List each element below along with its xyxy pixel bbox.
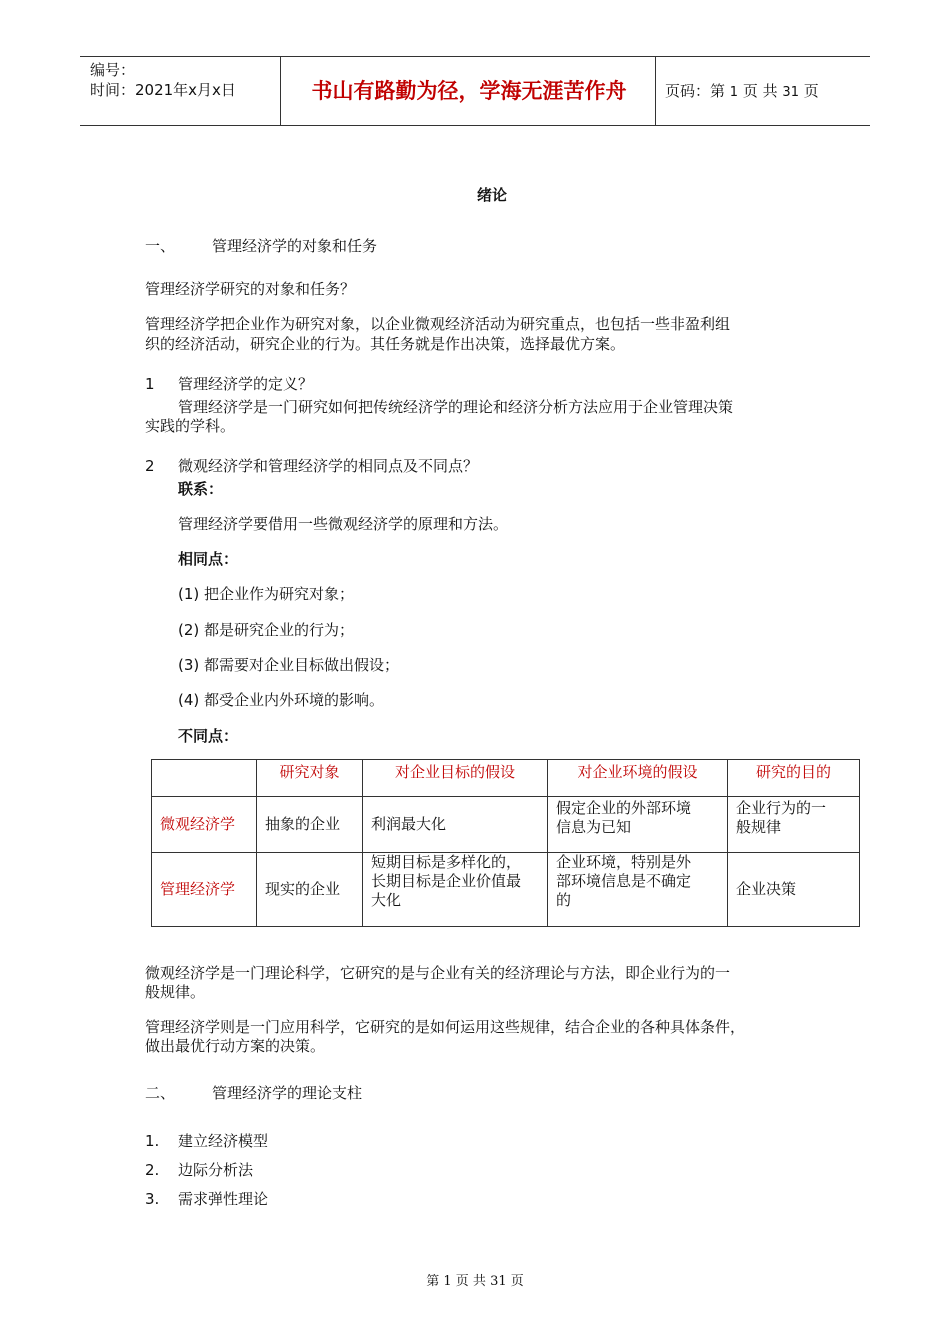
table-row xyxy=(152,797,860,853)
table-header-cell: 研究对象 xyxy=(257,760,363,797)
header-page-mid: 页 共 xyxy=(742,82,778,100)
header-meta xyxy=(90,60,236,100)
q1-number: 1 xyxy=(145,375,155,393)
q1-answer-line1: 管理经济学是一门研究如何把传统经济学的理论和经济分析方法应用于企业管理决策 xyxy=(178,398,734,416)
row-env-line: 部环境信息是不确定 xyxy=(556,872,692,890)
row-env-line: 假定企业的外部环境 xyxy=(556,799,692,817)
para-mgmt-line2: 做出最优行动方案的决策。 xyxy=(145,1037,326,1055)
section2-number: 二、 xyxy=(145,1084,176,1102)
link-text: 管理经济学要借用一些微观经济学的原理和方法。 xyxy=(178,515,509,533)
table-header-row xyxy=(152,760,860,797)
q2-number: 2 xyxy=(145,457,155,475)
row-purpose: 企业决策 xyxy=(728,853,860,927)
same-item-text: 把企业作为研究对象； xyxy=(204,585,355,603)
header-number: 编号： xyxy=(90,61,136,79)
section2-heading: 管理经济学的理论支柱 xyxy=(212,1084,363,1102)
same-item-text: 都是研究企业的行为； xyxy=(204,621,355,639)
footer-total: 31 xyxy=(490,1274,507,1289)
page-footer xyxy=(0,1270,950,1289)
section1-answer-line1: 管理经济学把企业作为研究对象，以企业微观经济活动为研究重点，也包括一些非盈利组 xyxy=(145,315,731,333)
row-env xyxy=(548,797,728,853)
same-item xyxy=(178,655,399,675)
header-page xyxy=(665,57,819,125)
para-micro-line2: 般规律。 xyxy=(145,983,206,1001)
header-page-total: 31 xyxy=(782,85,799,100)
same-item-number: (1) xyxy=(178,585,200,603)
row-env-line: 的 xyxy=(556,891,572,909)
pillar-item-number: 3. xyxy=(145,1190,160,1208)
comparison-table xyxy=(151,759,860,927)
table-header-cell: 对企业目标的假设 xyxy=(363,760,548,797)
footer-current: 1 xyxy=(443,1274,452,1289)
q1-answer-line2: 实践的学科。 xyxy=(145,417,236,435)
row-object: 抽象的企业 xyxy=(257,797,363,853)
same-item xyxy=(178,620,354,640)
row-env-line: 企业环境，特别是外 xyxy=(556,853,692,871)
same-item xyxy=(178,690,384,710)
para-mgmt-line1: 管理经济学则是一门应用科学，它研究的是如何运用这些规律，结合企业的各种具体条件， xyxy=(145,1018,746,1036)
same-item-text: 都需要对企业目标做出假设； xyxy=(204,656,400,674)
row-purpose-line: 企业行为的一 xyxy=(736,799,827,817)
same-item-number: (3) xyxy=(178,656,200,674)
header-page-prefix: 页码：第 xyxy=(665,82,726,100)
row-purpose-line: 般规律 xyxy=(736,818,782,836)
header-motto: 书山有路勤为径，学海无涯苦作舟 xyxy=(311,78,627,103)
q1-text: 管理经济学的定义？ xyxy=(178,375,314,393)
pillar-item-text: 边际分析法 xyxy=(178,1161,254,1179)
row-goal-line: 长期目标是企业价值最 xyxy=(371,872,522,890)
section1-heading: 管理经济学的对象和任务 xyxy=(212,237,378,255)
row-goal xyxy=(363,853,548,927)
section1-answer-line2: 织的经济活动，研究企业的行为。其任务就是作出决策，选择最优方案。 xyxy=(145,335,626,353)
page-header xyxy=(80,56,870,126)
same-item-number: (2) xyxy=(178,621,200,639)
section1-question: 管理经济学研究的对象和任务？ xyxy=(145,280,356,298)
row-purpose xyxy=(728,797,860,853)
footer-suffix: 页 xyxy=(510,1274,524,1289)
pillar-item-text: 需求弹性理论 xyxy=(178,1190,269,1208)
row-env xyxy=(548,853,728,927)
header-page-current: 1 xyxy=(729,85,739,100)
table-row xyxy=(152,853,860,927)
row-goal-line: 短期目标是多样化的， xyxy=(371,853,522,871)
header-page-suffix: 页 xyxy=(803,82,819,100)
diff-label: 不同点： xyxy=(178,727,239,745)
para-micro-line1: 微观经济学是一门理论科学，它研究的是与企业有关的经济理论与方法，即企业行为的一 xyxy=(145,964,731,982)
row-name: 管理经济学 xyxy=(152,853,257,927)
table-header-cell xyxy=(152,760,257,797)
same-item-number: (4) xyxy=(178,691,200,709)
link-label: 联系： xyxy=(178,480,224,498)
table-header-cell: 对企业环境的假设 xyxy=(548,760,728,797)
pillar-item-number: 2. xyxy=(145,1161,160,1179)
section1-number: 一、 xyxy=(145,237,176,255)
page-title: 绪论 xyxy=(476,186,507,204)
row-name: 微观经济学 xyxy=(152,797,257,853)
pillar-item-text: 建立经济模型 xyxy=(178,1132,269,1150)
header-time: 时间：2021年x月x日 xyxy=(90,81,236,99)
pillar-item-number: 1. xyxy=(145,1132,160,1150)
footer-prefix: 第 xyxy=(426,1274,440,1289)
header-divider xyxy=(280,57,281,125)
row-goal-line: 大化 xyxy=(371,891,402,909)
same-label: 相同点： xyxy=(178,550,239,568)
q2-text: 微观经济学和管理经济学的相同点及不同点？ xyxy=(178,457,479,475)
same-item xyxy=(178,584,354,604)
row-goal: 利润最大化 xyxy=(363,797,548,853)
row-object: 现实的企业 xyxy=(257,853,363,927)
same-item-text: 都受企业内外环境的影响。 xyxy=(204,691,385,709)
footer-mid: 页 共 xyxy=(455,1274,486,1289)
table-header-cell: 研究的目的 xyxy=(728,760,860,797)
row-env-line: 信息为已知 xyxy=(556,818,632,836)
